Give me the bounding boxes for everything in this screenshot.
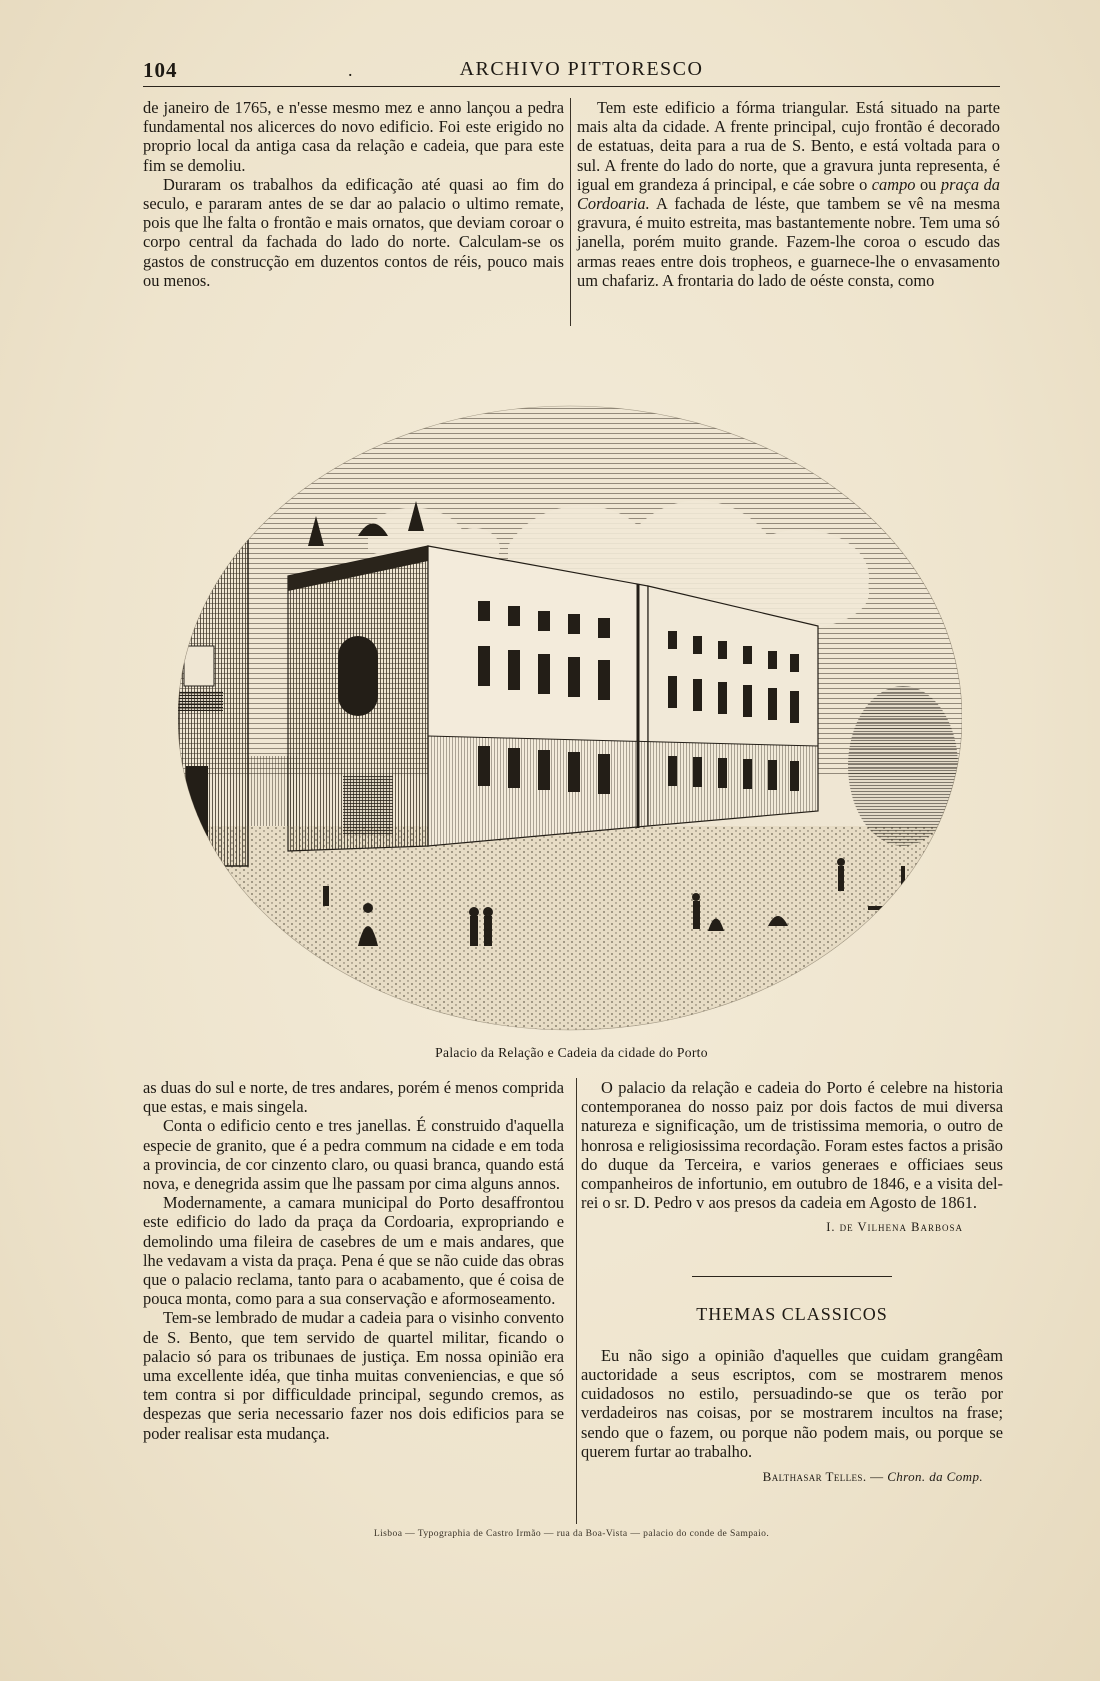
- author-signature: I. de Vilhena Barbosa: [826, 1220, 963, 1235]
- paragraph: de janeiro de 1765, e n'esse mesmo mez e anno lançou a pedra fundamental nos alicerces do novo edificio. Foi este erigido no proprio local da antiga casa da relação e cadeia, que para este fim se demoliu.: [143, 98, 564, 175]
- section-rule: [692, 1276, 892, 1277]
- header-separator: .: [348, 60, 353, 80]
- column-divider: [570, 98, 571, 326]
- column-bottom-right: [581, 1078, 1003, 1486]
- header-rule: [143, 86, 1000, 87]
- paragraph: Duraram os trabalhos da edificação até quasi ao fim do seculo, e pararam antes de se dar ao palacio o ultimo remate, pois que lhe falta o frontão e mais ornatos, que deviam coroar o corpo central da fachada do lado do norte. Calculam-se os gastos de construcção em duzentos contos de réis, pouco mais ou menos.: [143, 174, 564, 290]
- engraving-illustration: [178, 346, 962, 1034]
- emphasis: campo: [871, 174, 916, 194]
- printer-colophon: Lisboa — Typographia de Castro Irmão — rua da Boa-Vista — palacio do conde de Sampaio.: [373, 1528, 770, 1539]
- text-run: Tem este edificio a fórma triangular. Está situado na parte mais alta da cidade. A frente principal, cujo frontão é decorado de estatuas, deita para a rua de S. Bento, e está voltada para o sul. A frente do lado do norte, que a gravura junta representa, é igual em grandeza á principal, e cáe sobre o: [577, 98, 1000, 194]
- section-title: THEMAS CLASSICOS: [696, 1303, 888, 1324]
- column-top-left: [143, 98, 564, 290]
- quote-attribution: [581, 1467, 1003, 1486]
- paragraph: Tem-se lembrado de mudar a cadeia para o visinho convento de S. Bento, que tem servido de quartel militar, ficando o palacio só para os tribunaes de justiça. Em nossa opinião era uma excellente idéa, que tinha muitas conveniencias, e que só tem contra si por difficuldade principal, segundo cremos, as despezas que seria necessario fazer nos dois edificios para se poder realisar esta mudança.: [143, 1308, 564, 1443]
- quote-paragraph: Eu não sigo a opinião d'aquelles que cuidam grangêam auctoridade a seus escriptos, com se mostrarem menos cuidadosos no estilo, persuadindo-se que os terão por verdadeiros nas coisas, por se mostrarem incultos na frase; sendo que o fazem, ou porque não podem mais, ou porque se querem furtar ao trabalho.: [581, 1345, 1003, 1461]
- column-divider: [576, 1078, 577, 1524]
- running-header: [143, 58, 1000, 86]
- figure-caption: Palacio da Relação e Cadeia da cidade do Porto: [435, 1045, 708, 1060]
- text-run: A fachada de léste, que tambem se vê na mesma gravura, é muito estreita, mas bastantemente nobre. Tem uma só janella, porém muito grande. Fazem-lhe coroa o escudo das armas reaes entre dois tropheos, e guarnece-lhe o envasamento um chafariz. A frontaria do lado de oéste consta, como: [577, 194, 1000, 290]
- paragraph: [577, 98, 1000, 290]
- text-run: ou: [919, 174, 937, 194]
- column-bottom-left: [143, 1078, 564, 1443]
- quote-author: Balthasar Telles. —: [762, 1469, 884, 1485]
- paragraph: O palacio da relação e cadeia do Porto é celebre na historia contemporanea do nosso paiz por dois factos de mui diversa natureza e significação, um de tristissima memoria, o outro de honrosa e religiosissima recordação. Foram estes factos a prisão do duque da Terceira, e varios generaes e officiaes seus companheiros de infortunio, em outubro de 1846, e a visita del-rei o sr. D. Pedro v aos presos da cadeia em Agosto de 1861.: [581, 1078, 1003, 1213]
- paragraph: Conta o edificio cento e tres janellas. É construido d'aquella especie de granito, que é a pedra commum na cidade e em toda a provincia, de cor cinzento claro, ou quasi branca, quando está nova, e denegrida assim que lhe passam por cima alguns annos.: [143, 1116, 564, 1194]
- journal-title: ARCHIVO PITTORESCO: [459, 58, 704, 80]
- quote-source: Chron. da Comp.: [887, 1469, 983, 1485]
- paragraph: as duas do sul e norte, de tres andares, porém é menos comprida que estas, e mais singela.: [143, 1078, 564, 1117]
- emphasis: praça da Cordoaria.: [577, 174, 1000, 214]
- page-number: 104: [143, 58, 178, 82]
- paragraph: Modernamente, a camara municipal do Porto desaffrontou este edificio do lado da praça da Cordoaria, expropriando e demolindo uma fileira de casebres de um e mais andares, que lhe vedavam a vista da praça. Pena é que se não cuide das obras que o palacio reclama, tanto para o acabamento, que é coisa de pouca monta, como para a sua conservação e aformoseamento.: [143, 1193, 564, 1309]
- column-top-right: [577, 98, 1000, 290]
